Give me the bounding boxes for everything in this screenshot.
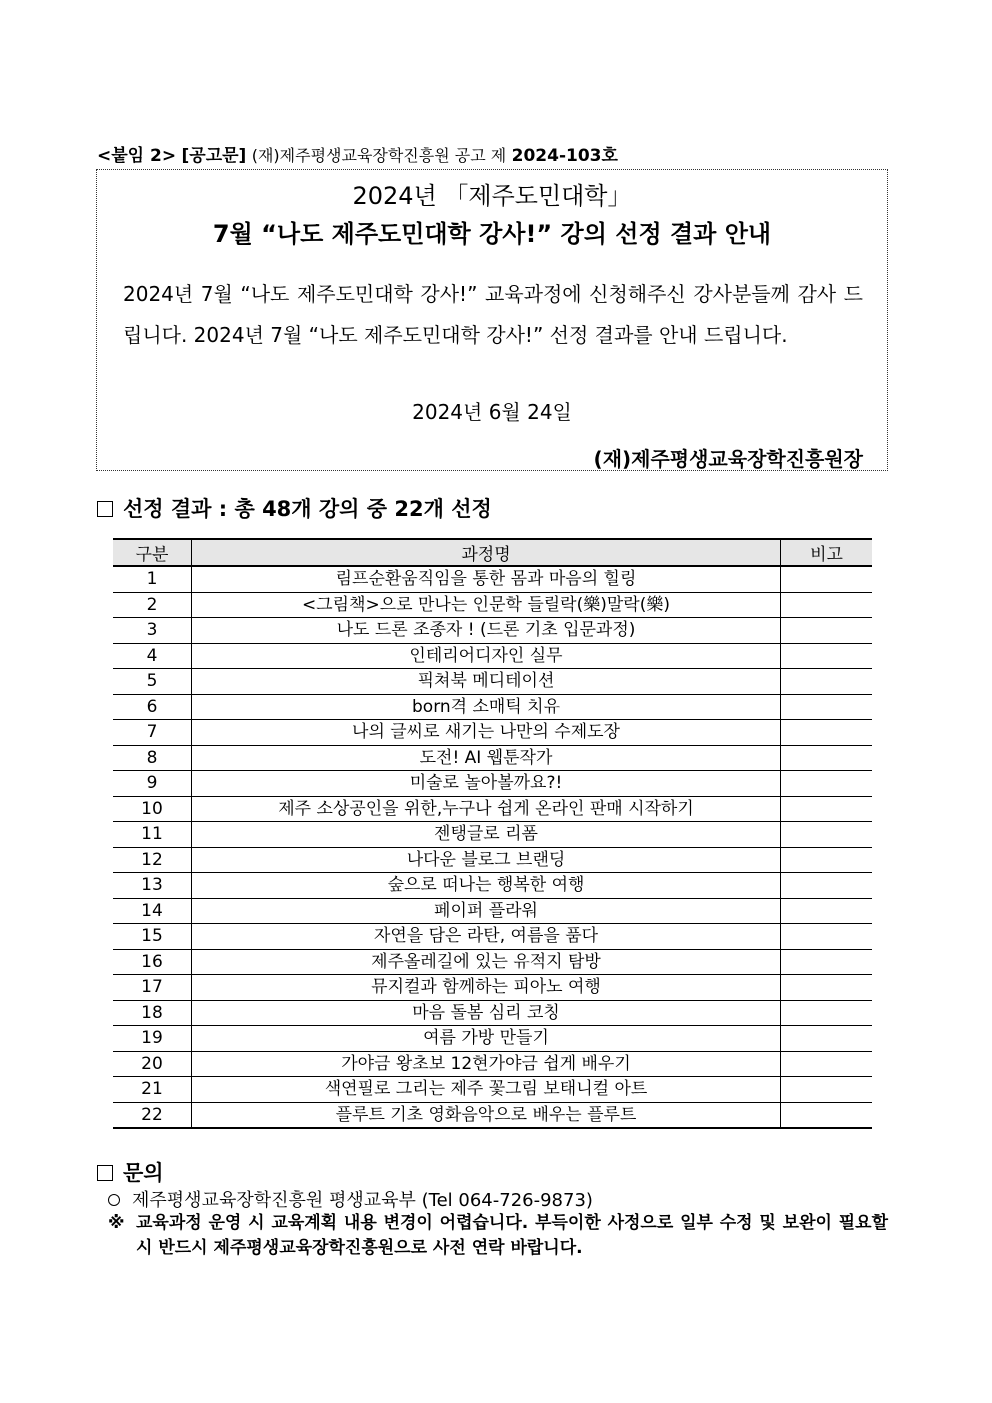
note-cell [781, 1102, 873, 1128]
table-row [113, 1000, 872, 1026]
table-row [113, 720, 872, 746]
course-name-cell: 플루트 기초 영화음악으로 배우는 플루트 [192, 1102, 781, 1128]
table-row [113, 745, 872, 771]
inquiry-section-heading [97, 1157, 164, 1187]
note-cell [781, 618, 873, 644]
table-header-row [113, 539, 872, 566]
table-row [113, 1051, 872, 1077]
note-cell [781, 592, 873, 618]
row-number-cell: 21 [113, 1077, 192, 1103]
course-name-cell: 마음 돌봄 심리 코칭 [192, 1000, 781, 1026]
course-name-cell: 젠탱글로 리폼 [192, 822, 781, 848]
document-header [97, 141, 618, 166]
table-row [113, 822, 872, 848]
table-row [113, 924, 872, 950]
header-course-name: 과정명 [192, 539, 781, 566]
row-number-cell: 2 [113, 592, 192, 618]
table-row [113, 566, 872, 592]
note-cell [781, 873, 873, 899]
note-cell [781, 796, 873, 822]
course-name-cell: 여름 가방 만들기 [192, 1026, 781, 1052]
course-name-cell: 가야금 왕초보 12현가야금 쉽게 배우기 [192, 1051, 781, 1077]
course-name-cell: 숲으로 떠나는 행복한 여행 [192, 873, 781, 899]
course-name-cell: 림프순환움직임을 통한 몸과 마음의 힐링 [192, 566, 781, 592]
row-number-cell: 22 [113, 1102, 192, 1128]
notice-issuer: (재)제주평생교육장학진흥원 공고 제 [251, 146, 507, 165]
course-name-cell: 자연을 담은 라탄, 여름을 품다 [192, 924, 781, 950]
announcement-signer: (재)제주평생교육장학진흥원장 [593, 447, 863, 471]
row-number-cell: 4 [113, 643, 192, 669]
note-cell [781, 1026, 873, 1052]
course-name-cell: 제주올레길에 있는 유적지 탐방 [192, 949, 781, 975]
note-cell [781, 694, 873, 720]
note-cell [781, 822, 873, 848]
course-name-cell: 도전! AI 웹툰작가 [192, 745, 781, 771]
inquiry-heading-text: 문의 [123, 1161, 164, 1185]
note-cell [781, 1000, 873, 1026]
notice-number: 2024-103호 [511, 146, 618, 166]
row-number-cell: 20 [113, 1051, 192, 1077]
course-name-cell: 픽쳐북 메디테이션 [192, 669, 781, 695]
notice-tag: [공고문] [181, 146, 247, 166]
course-name-cell: 인테리어디자인 실무 [192, 643, 781, 669]
row-number-cell: 6 [113, 694, 192, 720]
caution-note-text: 교육과정 운영 시 교육계획 내용 변경이 어렵습니다. 부득이한 사정으로 일부 수정 및 보완이 필요할 시 반드시 제주평생교육장학진흥원으로 사전 연락 바랍니다. [136, 1213, 888, 1258]
course-name-cell: 나도 드론 조종자 ! (드론 기초 입문과정) [192, 618, 781, 644]
square-bullet-icon [97, 1165, 113, 1181]
table-row [113, 643, 872, 669]
row-number-cell: 11 [113, 822, 192, 848]
row-number-cell: 12 [113, 847, 192, 873]
note-cell [781, 643, 873, 669]
table-row [113, 1026, 872, 1052]
row-number-cell: 9 [113, 771, 192, 797]
table-row [113, 1102, 872, 1128]
table-row [113, 771, 872, 797]
course-name-cell: 나의 글씨로 새기는 나만의 수제도장 [192, 720, 781, 746]
result-heading-text: 선정 결과 : 총 48개 강의 중 22개 선정 [123, 497, 492, 521]
note-cell [781, 720, 873, 746]
note-cell [781, 898, 873, 924]
course-name-cell: 제주 소상공인을 위한,누구나 쉽게 온라인 판매 시작하기 [192, 796, 781, 822]
note-cell [781, 745, 873, 771]
row-number-cell: 18 [113, 1000, 192, 1026]
row-number-cell: 5 [113, 669, 192, 695]
circle-bullet-icon [108, 1194, 120, 1206]
row-number-cell: 10 [113, 796, 192, 822]
row-number-cell: 7 [113, 720, 192, 746]
note-cell [781, 566, 873, 592]
course-name-cell: 나다운 블로그 브랜딩 [192, 847, 781, 873]
row-number-cell: 14 [113, 898, 192, 924]
reference-mark-icon: ※ [108, 1213, 125, 1233]
table-row [113, 694, 872, 720]
announcement-title-line2: 7월 “나도 제주도민대학 강사!” 강의 선정 결과 안내 [212, 220, 772, 248]
caution-note [108, 1211, 888, 1261]
table-row [113, 618, 872, 644]
table-row [113, 1077, 872, 1103]
row-number-cell: 1 [113, 566, 192, 592]
note-cell [781, 975, 873, 1001]
course-name-cell: 페이퍼 플라워 [192, 898, 781, 924]
row-number-cell: 19 [113, 1026, 192, 1052]
contact-line [108, 1186, 593, 1212]
square-bullet-icon [97, 501, 113, 517]
table-row [113, 949, 872, 975]
note-cell [781, 771, 873, 797]
table-row [113, 898, 872, 924]
row-number-cell: 15 [113, 924, 192, 950]
announcement-title-line1: 2024년 「제주도민대학」 [352, 182, 632, 210]
row-number-cell: 16 [113, 949, 192, 975]
table-row [113, 669, 872, 695]
note-cell [781, 669, 873, 695]
course-name-cell: 미술로 놀아볼까요?! [192, 771, 781, 797]
table-row [113, 847, 872, 873]
announcement-date: 2024년 6월 24일 [412, 400, 572, 424]
selection-table [113, 538, 872, 1129]
table-row [113, 796, 872, 822]
attachment-label: <붙임 2> [97, 146, 177, 166]
note-cell [781, 949, 873, 975]
table-row [113, 592, 872, 618]
contact-text: 제주평생교육장학진흥원 평생교육부 (Tel 064-726-9873) [132, 1190, 593, 1211]
row-number-cell: 3 [113, 618, 192, 644]
row-number-cell: 8 [113, 745, 192, 771]
header-note: 비고 [781, 539, 873, 566]
note-cell [781, 1051, 873, 1077]
row-number-cell: 13 [113, 873, 192, 899]
table-row [113, 975, 872, 1001]
announcement-box [96, 169, 888, 471]
course-name-cell: 뮤지컬과 함께하는 피아노 여행 [192, 975, 781, 1001]
note-cell [781, 924, 873, 950]
course-name-cell: <그림책>으로 만나는 인문학 들릴락(樂)말락(樂) [192, 592, 781, 618]
course-name-cell: born격 소매틱 치유 [192, 694, 781, 720]
result-section-heading [97, 493, 492, 523]
announcement-body: 2024년 7월 “나도 제주도민대학 강사!” 교육과정에 신청해주신 강사분들께 감사 드립니다. 2024년 7월 “나도 제주도민대학 강사!” 선정 결과를 안내 드립니다. [123, 282, 863, 347]
note-cell [781, 847, 873, 873]
header-no: 구분 [113, 539, 192, 566]
course-name-cell: 색연필로 그리는 제주 꽃그림 보태니컬 아트 [192, 1077, 781, 1103]
table-row [113, 873, 872, 899]
table-body [113, 566, 872, 1128]
row-number-cell: 17 [113, 975, 192, 1001]
note-cell [781, 1077, 873, 1103]
